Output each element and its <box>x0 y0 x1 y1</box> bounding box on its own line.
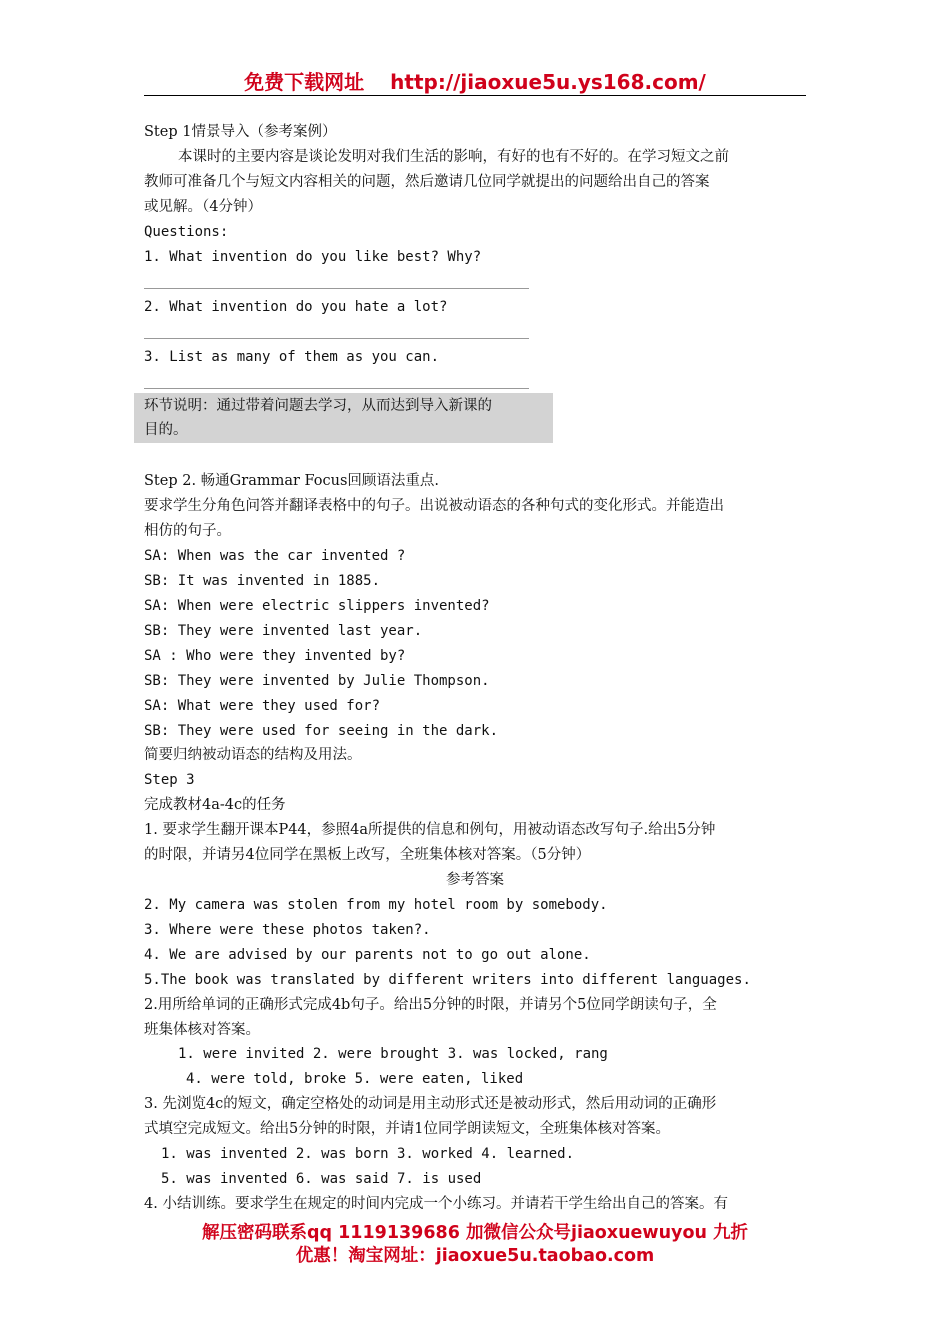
step2-summary: 简要归纳被动语态的结构及用法。 <box>144 747 362 763</box>
question-1: 1. What invention do you like best? Why? <box>144 249 482 265</box>
dialog-line: SB: They were used for seeing in the dark. <box>144 723 499 739</box>
footer-line-1: 解压密码联系qq 1119139686 加微信公众号jiaoxuewuyou 九折 <box>201 1223 749 1243</box>
step3-task: 完成教材4a-4c的任务 <box>144 797 286 813</box>
step3-item3-line-1: 3. 先浏览4c的短文，确定空格处的动词是用主动形式还是被动形式，然后用动词的正确形 <box>144 1096 717 1112</box>
question-2: 2. What invention do you hate a lot? <box>144 299 448 315</box>
section-note-box <box>134 393 553 443</box>
page-header <box>0 66 950 95</box>
step3-item4-line-1: 4. 小结训练。要求学生在规定的时间内完成一个小练习。并请若干学生给出自己的答案。有 <box>144 1196 728 1212</box>
dialog-line: SB: It was invented in 1885. <box>144 573 381 589</box>
step3-item1-line-1: 1. 要求学生翻开课本P44，参照4a所提供的信息和例句，用被动语态改写句子.给出5分钟 <box>144 822 716 838</box>
header-rule <box>144 95 806 96</box>
step1-intro-line-1: 本课时的主要内容是谈论发明对我们生活的影响，有好的也有不好的。在学习短文之前 <box>178 149 729 165</box>
step3-item3-line-2: 式填空完成短文。给出5分钟的时限，并请1位同学朗读短文，全班集体核对答案。 <box>144 1121 670 1137</box>
step1-intro-line-3: 或见解。（4分钟） <box>144 199 262 215</box>
questions-label: Questions: <box>144 224 229 240</box>
note-line-2: 目的。 <box>144 422 188 438</box>
answers-title: 参考答案 <box>446 872 504 888</box>
footer-line-2: 优惠！淘宝网址：jiaoxue5u.taobao.com <box>295 1246 655 1266</box>
dialog-line: SA : Who were they invented by? <box>144 648 406 664</box>
header-url-link[interactable]: http://jiaoxue5u.ys168.com/ <box>390 70 706 94</box>
item3-answers-line-1: 1. was invented 2. was born 3. worked 4. learned. <box>161 1146 575 1162</box>
answer-line: 4. We are advised by our parents not to go out alone. <box>144 947 591 963</box>
step2-requirement-line-2: 相仿的句子。 <box>144 523 231 539</box>
step2-requirement-line-1: 要求学生分角色问答并翻译表格中的句子。出说被动语态的各种句式的变化形式。并能造出 <box>144 498 724 514</box>
dialog-line: SB: They were invented last year. <box>144 623 423 639</box>
item3-answers-line-2: 5. was invented 6. was said 7. is used <box>161 1171 482 1187</box>
answer-blank-1[interactable] <box>144 288 529 289</box>
step3-item2-line-2: 班集体核对答案。 <box>144 1022 260 1038</box>
dialog-line: SA: When was the car invented ? <box>144 548 406 564</box>
dialog-line: SA: What were they used for? <box>144 698 381 714</box>
answer-line: 3. Where were these photos taken?. <box>144 922 431 938</box>
dialog-line: SA: When were electric slippers invented? <box>144 598 490 614</box>
answer-blank-2[interactable] <box>144 338 529 339</box>
answer-line: 5.The book was translated by different writers into different languages. <box>144 972 751 988</box>
note-line-1: 环节说明：通过带着问题去学习，从而达到导入新课的 <box>144 398 492 414</box>
step3-title: Step 3 <box>144 772 195 788</box>
step3-item2-line-1: 2.用所给单词的正确形式完成4b句子。给出5分钟的时限，并请另个5位同学朗读句子，全 <box>144 997 717 1013</box>
step1-title: Step 1情景导入（参考案例） <box>144 124 337 140</box>
answer-blank-3[interactable] <box>144 388 529 389</box>
answer-line: 2. My camera was stolen from my hotel room by somebody. <box>144 897 608 913</box>
step2-title: Step 2. 畅通Grammar Focus回顾语法重点. <box>144 473 440 489</box>
item2-answers-line-2: 4. were told, broke 5. were eaten, liked <box>186 1071 524 1087</box>
step1-intro-line-2: 教师可准备几个与短文内容相关的问题，然后邀请几位同学就提出的问题给出自己的答案 <box>144 174 710 190</box>
question-3: 3. List as many of them as you can. <box>144 349 440 365</box>
dialog-line: SB: They were invented by Julie Thompson. <box>144 673 490 689</box>
item2-answers-line-1: 1. were invited 2. were brought 3. was locked, rang <box>178 1046 608 1062</box>
header-label: 免费下载网址 <box>244 70 365 94</box>
step3-item1-line-2: 的时限，并请另4位同学在黑板上改写，全班集体核对答案。（5分钟） <box>144 847 591 863</box>
